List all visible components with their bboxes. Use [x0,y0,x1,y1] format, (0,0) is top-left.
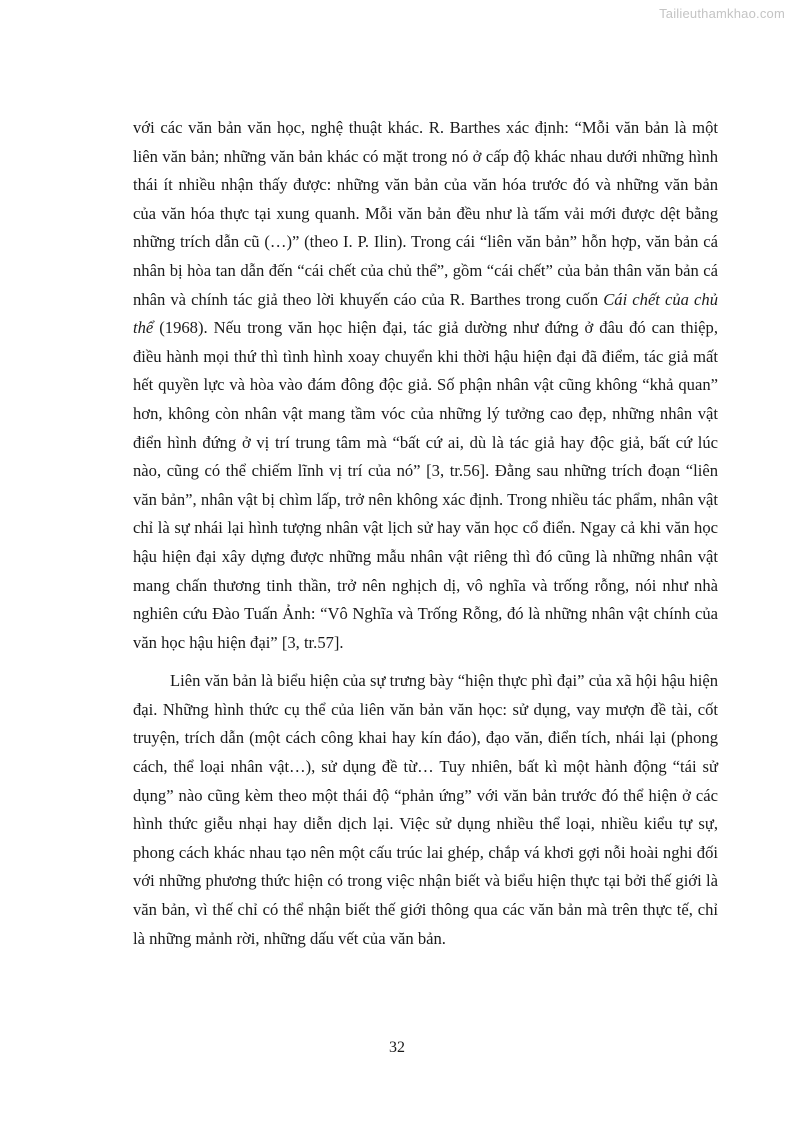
paragraph-1 [133,114,718,657]
paragraph-1-text-before: với các văn bản văn học, nghệ thuật khác. R. Barthes xác định: “Mỗi văn bản là một liên văn bản; những văn bản khác có mặt trong nó ở cấp độ khác nhau dưới những hình thái ít nhiều nhận thấy được: những văn bản của văn hóa trước đó và những văn bản của văn hóa thực tại xung quanh. Mỗi văn bản đều như là tấm vải mới được dệt bằng những trích dẫn cũ (…)” (theo I. P. Ilin). Trong cái “liên văn bản” hỗn hợp, văn bản cá nhân bị hòa tan dẫn đến “cái chết của chủ thể”, gồm “cái chết” của bản thân văn bản cá nhân và chính tác giả theo lời khuyến cáo của R. Barthes trong cuốn [133,118,718,309]
page-body [133,114,718,953]
page-number: 32 [389,1039,405,1056]
paragraph-2: Liên văn bản là biểu hiện của sự trưng bày “hiện thực phì đại” của xã hội hậu hiện đại. Những hình thức cụ thể của liên văn bản văn học: sử dụng, vay mượn đề tài, cốt truyện, trích dẫn (một cách công khai hay kín đáo), đạo văn, điển tích, nhái lại (phong cách, thể loại nhân vật…), sử dụng đề từ… Tuy nhiên, bất kì một hành động “tái sử dụng” nào cũng kèm theo một thái độ “phản ứng” với văn bản trước đó thể hiện ở các hình thức giễu nhại hay diễn dịch lại. Việc sử dụng nhiều thể loại, nhiều kiểu tự sự, phong cách khác nhau tạo nên một cấu trúc lai ghép, chắp vá khơi gợi nỗi hoài nghi đối với những phương thức hiện có trong việc nhận biết và biểu hiện thực tại bởi thế giới là văn bản, vì thế chỉ có thể nhận biết thế giới thông qua các văn bản mà trên thực tế, chỉ là những mảnh rời, những dấu vết của văn bản. [133,671,718,948]
watermark: Tailieuthamkhao.com [659,6,785,21]
paragraph-1-text-after: (1968). Nếu trong văn học hiện đại, tác giả dường như đứng ở đâu đó can thiệp, điều hành mọi thứ thì tình hình xoay chuyển khi thời hậu hiện đại đã điểm, tác giả mất hết quyền lực và hòa vào đám đông độc giả. Số phận nhân vật cũng không “khả quan” hơn, không còn nhân vật mang tầm vóc của những lý tưởng cao đẹp, những nhân vật điển hình đứng ở vị trí trung tâm mà “bất cứ ai, dù là tác giả hay độc giả, bất cứ lúc nào, cũng có thể chiếm lĩnh vị trí của nó” [3, tr.56]. Đằng sau những trích đoạn “liên văn bản”, nhân vật bị chìm lấp, trở nên không xác định. Trong nhiều tác phẩm, nhân vật chỉ là sự nhái lại hình tượng nhân vật lịch sử hay văn học cổ điển. Ngay cả khi văn học hậu hiện đại xây dựng được những mẫu nhân vật riêng thì đó cũng là những nhân vật mang chấn thương tinh thần, trở nên nghịch dị, vô nghĩa và trống rỗng, nói như nhà nghiên cứu Đào Tuấn Ảnh: “Vô Nghĩa và Trống Rỗng, đó là những nhân vật chính của văn học hậu hiện đại” [3, tr.57]. [133,318,718,652]
book-title-italic: Cái chết của chủ thể [133,289,718,338]
